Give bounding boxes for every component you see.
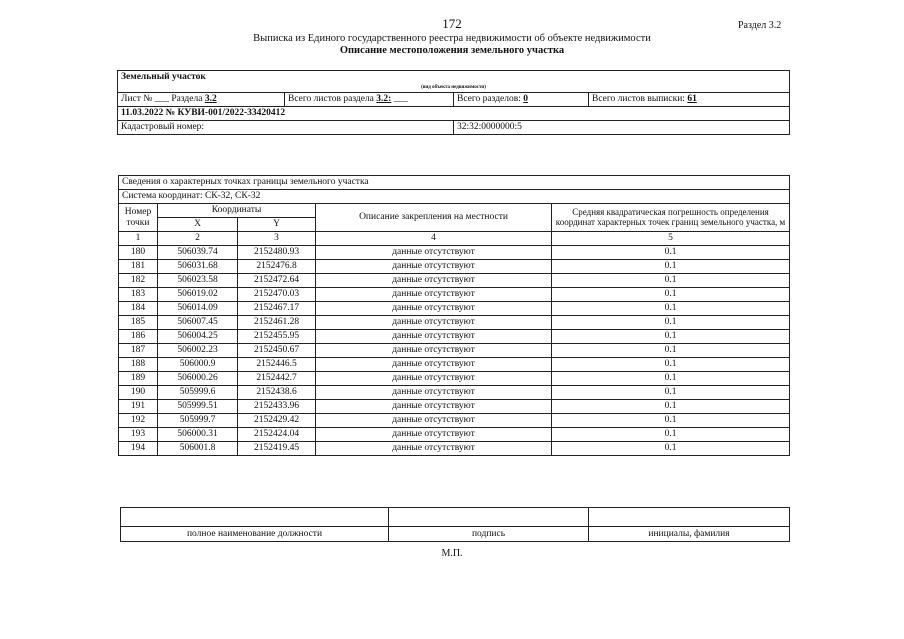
cadastral-value: 32:32:0000000:5 <box>454 121 790 135</box>
point-number-cell: 191 <box>119 400 158 414</box>
x-cell: 505999.6 <box>158 386 238 400</box>
y-cell: 2152446.5 <box>238 358 316 372</box>
description-cell: данные отсутствуют <box>316 274 552 288</box>
table-row <box>119 372 790 386</box>
y-cell: 2152433.96 <box>238 400 316 414</box>
point-number-cell: 194 <box>119 442 158 456</box>
column-numbers-row <box>119 232 790 246</box>
section-value: 3.2 <box>204 94 217 105</box>
y-cell: 2152442.7 <box>238 372 316 386</box>
description-cell: данные отсутствуют <box>316 442 552 456</box>
table-row <box>119 246 790 260</box>
col-x: X <box>158 218 238 232</box>
description-cell: данные отсутствуют <box>316 400 552 414</box>
table-row <box>119 316 790 330</box>
total-sheets-section-value: 3.2: <box>376 94 392 105</box>
sheet-value: ___ <box>154 94 169 105</box>
section-label: Раздел 3.2 <box>738 20 782 31</box>
name-label: инициалы, фамилия <box>589 527 790 542</box>
y-cell: 2152424.04 <box>238 428 316 442</box>
col-coordinates: Координаты <box>158 204 316 218</box>
x-cell: 506007.45 <box>158 316 238 330</box>
x-cell: 506019.02 <box>158 288 238 302</box>
col-point-number: Номер точки <box>119 204 158 232</box>
table-row <box>119 414 790 428</box>
point-number-cell: 188 <box>119 358 158 372</box>
x-cell: 506000.31 <box>158 428 238 442</box>
description-cell: данные отсутствуют <box>316 246 552 260</box>
sheet-info <box>118 93 285 107</box>
point-number-cell: 182 <box>119 274 158 288</box>
object-type-caption: (вид объекта недвижимости) <box>118 84 790 93</box>
x-cell: 506039.74 <box>158 246 238 260</box>
description-cell: данные отсутствуют <box>316 414 552 428</box>
error-cell: 0.1 <box>552 372 790 386</box>
error-cell: 0.1 <box>552 246 790 260</box>
table-row <box>119 386 790 400</box>
y-cell: 2152472.64 <box>238 274 316 288</box>
error-cell: 0.1 <box>552 316 790 330</box>
signature-field <box>389 508 589 527</box>
sheet-label: Лист № <box>121 94 153 105</box>
y-cell: 2152429.42 <box>238 414 316 428</box>
y-cell: 2152419.45 <box>238 442 316 456</box>
col-num-2: 2 <box>158 232 238 246</box>
total-sheets-extract-label: Всего листов выписки: <box>592 94 685 105</box>
description-cell: данные отсутствуют <box>316 302 552 316</box>
total-sections-value: 0 <box>523 94 529 105</box>
total-sheets-extract <box>589 93 790 107</box>
point-number-cell: 189 <box>119 372 158 386</box>
position-field <box>121 508 389 527</box>
col-num-1: 1 <box>119 232 158 246</box>
col-description: Описание закрепления на местности <box>316 204 552 232</box>
total-sections <box>454 93 589 107</box>
x-cell: 506014.09 <box>158 302 238 316</box>
x-cell: 506023.58 <box>158 274 238 288</box>
x-cell: 506002.23 <box>158 344 238 358</box>
table-row <box>119 442 790 456</box>
coordinate-system: Система координат: СК-32, СК-32 <box>119 190 790 204</box>
y-cell: 2152455.95 <box>238 330 316 344</box>
col-y: Y <box>238 218 316 232</box>
x-cell: 506000.9 <box>158 358 238 372</box>
col-num-4: 4 <box>316 232 552 246</box>
document-title: Выписка из Единого государственного реестра недвижимости об объекте недвижимости <box>253 33 651 44</box>
y-cell: 2152450.67 <box>238 344 316 358</box>
point-number-cell: 190 <box>119 386 158 400</box>
description-cell: данные отсутствуют <box>316 260 552 274</box>
y-cell: 2152467.17 <box>238 302 316 316</box>
x-cell: 505999.7 <box>158 414 238 428</box>
description-cell: данные отсутствуют <box>316 316 552 330</box>
extract-date-number: 11.03.2022 № КУВИ-001/2022-33420412 <box>118 107 790 121</box>
total-sheets-section-label: Всего листов раздела <box>288 94 374 105</box>
point-number-cell: 180 <box>119 246 158 260</box>
table-row <box>119 428 790 442</box>
col-num-3: 3 <box>238 232 316 246</box>
error-cell: 0.1 <box>552 442 790 456</box>
description-cell: данные отсутствуют <box>316 428 552 442</box>
cadastral-label: Кадастровый номер: <box>118 121 454 135</box>
error-cell: 0.1 <box>552 344 790 358</box>
point-number-cell: 181 <box>119 260 158 274</box>
stamp-place: М.П. <box>441 548 463 559</box>
description-cell: данные отсутствуют <box>316 344 552 358</box>
error-cell: 0.1 <box>552 288 790 302</box>
position-label: полное наименование должности <box>121 527 389 542</box>
col-num-5: 5 <box>552 232 790 246</box>
error-cell: 0.1 <box>552 302 790 316</box>
table-row <box>119 358 790 372</box>
description-cell: данные отсутствуют <box>316 372 552 386</box>
total-sections-label: Всего разделов: <box>457 94 521 105</box>
document-subtitle: Описание местоположения земельного участка <box>339 45 565 56</box>
point-number-cell: 184 <box>119 302 158 316</box>
error-cell: 0.1 <box>552 260 790 274</box>
y-cell: 2152480.93 <box>238 246 316 260</box>
y-cell: 2152461.28 <box>238 316 316 330</box>
y-cell: 2152438.6 <box>238 386 316 400</box>
name-field <box>589 508 790 527</box>
point-number-cell: 185 <box>119 316 158 330</box>
description-cell: данные отсутствуют <box>316 358 552 372</box>
table-row <box>119 288 790 302</box>
error-cell: 0.1 <box>552 330 790 344</box>
page-number: 172 <box>442 16 462 31</box>
total-sheets-extract-value: 61 <box>687 94 697 105</box>
point-number-cell: 186 <box>119 330 158 344</box>
table-row <box>119 302 790 316</box>
x-cell: 506031.68 <box>158 260 238 274</box>
point-number-cell: 183 <box>119 288 158 302</box>
col-error: Средняя квадратическая погрешность определения координат характерных точек границ земельного участка, м <box>552 204 790 232</box>
total-sheets-section <box>285 93 454 107</box>
x-cell: 505999.51 <box>158 400 238 414</box>
error-cell: 0.1 <box>552 358 790 372</box>
table-row <box>119 330 790 344</box>
error-cell: 0.1 <box>552 274 790 288</box>
point-number-cell: 193 <box>119 428 158 442</box>
points-table-title: Сведения о характерных точках границы земельного участка <box>119 176 790 190</box>
boundary-points-table <box>118 175 790 456</box>
description-cell: данные отсутствуют <box>316 386 552 400</box>
total-sheets-section-blank: ___ <box>393 94 408 105</box>
error-cell: 0.1 <box>552 386 790 400</box>
point-number-cell: 187 <box>119 344 158 358</box>
table-row <box>119 400 790 414</box>
object-type: Земельный участок <box>118 71 790 85</box>
y-cell: 2152470.03 <box>238 288 316 302</box>
description-cell: данные отсутствуют <box>316 288 552 302</box>
signature-label: подпись <box>389 527 589 542</box>
object-info-table <box>117 70 790 135</box>
x-cell: 506000.26 <box>158 372 238 386</box>
signature-table <box>120 507 790 542</box>
y-cell: 2152476.8 <box>238 260 316 274</box>
x-cell: 506004.25 <box>158 330 238 344</box>
error-cell: 0.1 <box>552 428 790 442</box>
table-row <box>119 344 790 358</box>
table-row <box>119 274 790 288</box>
x-cell: 506001.8 <box>158 442 238 456</box>
section-prefix: Раздела <box>171 94 203 105</box>
table-row <box>119 260 790 274</box>
point-number-cell: 192 <box>119 414 158 428</box>
error-cell: 0.1 <box>552 414 790 428</box>
description-cell: данные отсутствуют <box>316 330 552 344</box>
error-cell: 0.1 <box>552 400 790 414</box>
